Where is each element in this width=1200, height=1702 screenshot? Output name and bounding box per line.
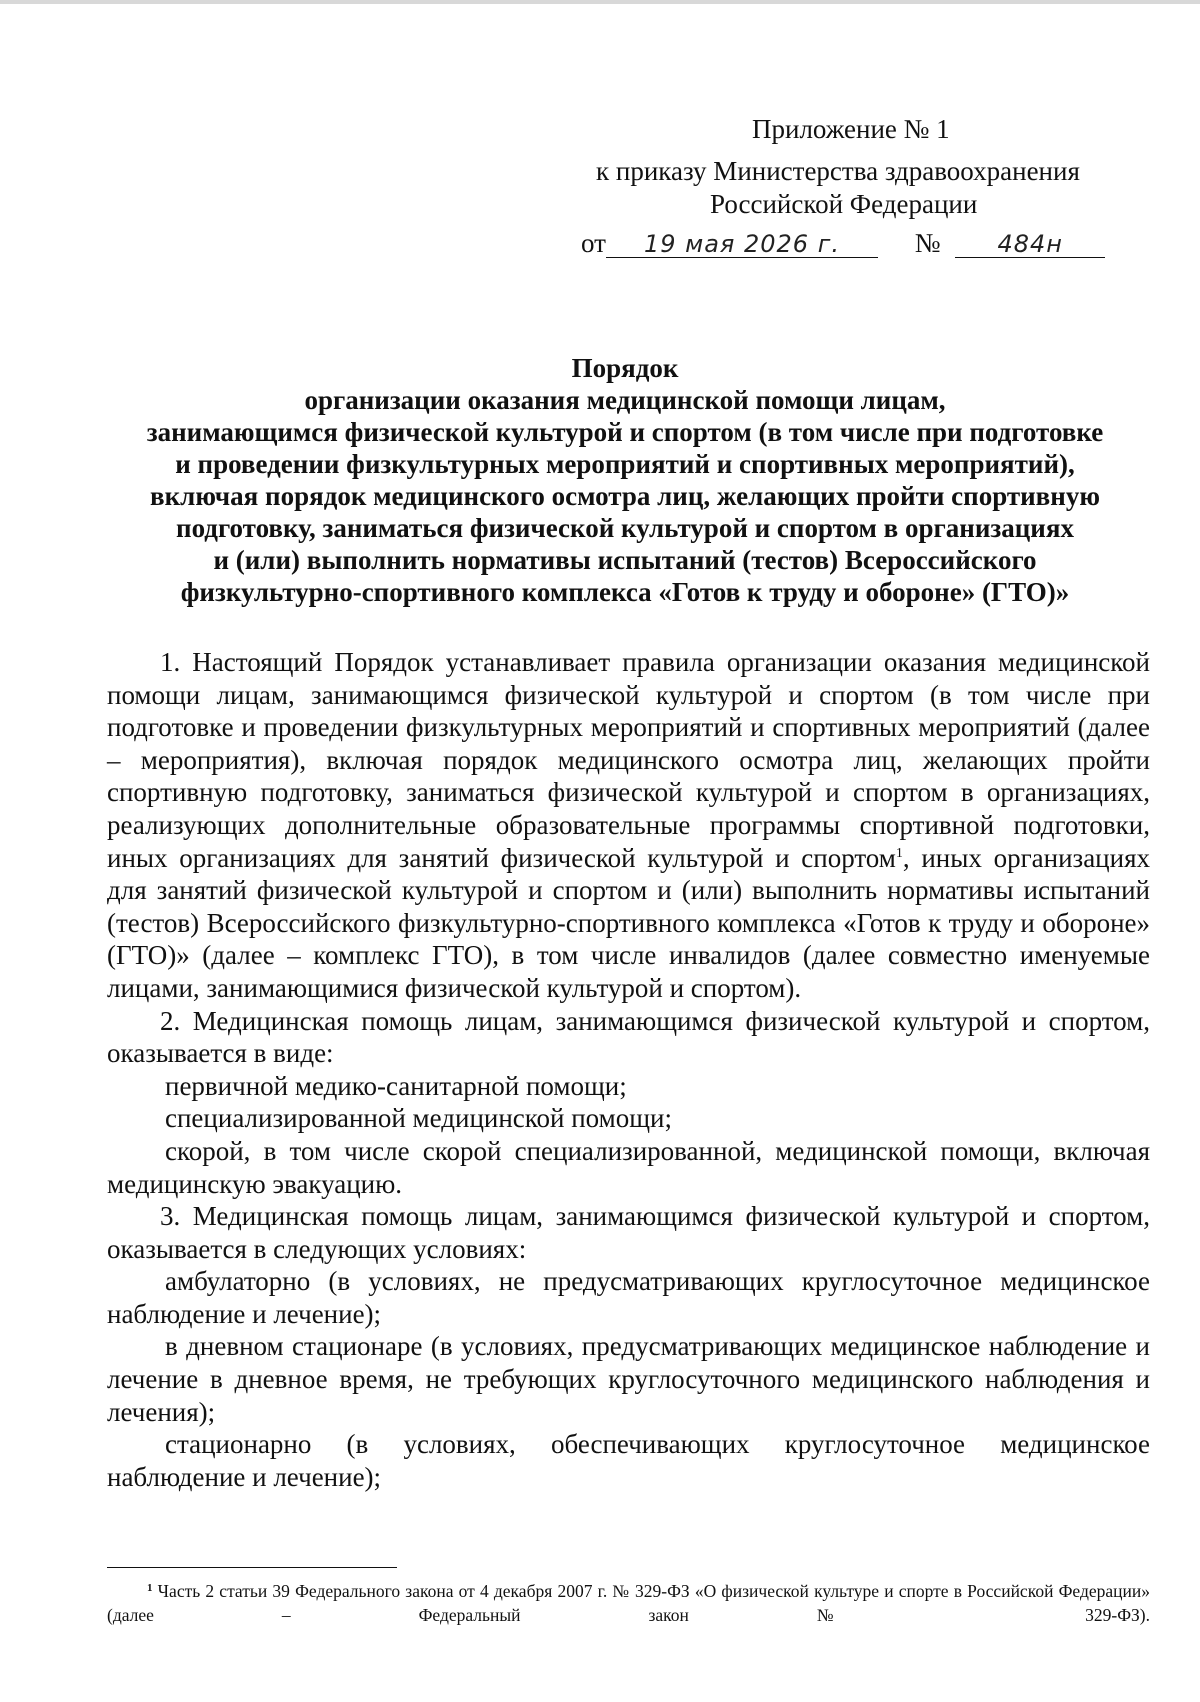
list-item: первичной медико-санитарной помощи; (165, 1070, 627, 1101)
title-line: подготовку, заниматься физической культурой и спортом в организациях (176, 513, 1074, 543)
document-title (90, 352, 1160, 608)
paragraph-1-text-cont: , иных организациях для занятий физической культурой и спортом и (или) выполнить нормативы испытаний (тестов) Всероссийского физкультурно-спортивного комплекса «Готов к труду и обороне» (ГТО)» (далее – комплекс ГТО), в том числе инвалидов (далее совместно именуемые лицами, занимающимися физической культурой и спортом). (107, 842, 1150, 1003)
paragraph-2: 2. Медицинская помощь лицам, занимающимся физической культурой и спортом, оказывается в виде: (107, 1005, 1150, 1069)
footnote-ref: 1 (895, 845, 903, 861)
number-label: № (914, 228, 941, 258)
appendix-date-row (581, 227, 1105, 259)
appendix-ministry: Российской Федерации (710, 189, 978, 219)
footnote-separator (107, 1567, 397, 1568)
list-item: стационарно (в условиях, обеспечивающих круглосуточное медицинское наблюдение и лечение); (107, 1429, 1150, 1492)
title-line: и (или) выполнить нормативы испытаний (тестов) Всероссийского (213, 545, 1037, 575)
number-field (955, 227, 1105, 258)
title-line: включая порядок медицинского осмотра лиц, желающих пройти спортивную (150, 481, 1100, 511)
title-heading: Порядок (571, 353, 679, 383)
appendix-number: Приложение № 1 (752, 114, 950, 144)
title-line: и проведении физкультурных мероприятий и спортивных мероприятий), (175, 449, 1075, 479)
list-item: специализированной медицинской помощи; (165, 1103, 672, 1134)
title-line: организации оказания медицинской помощи лицам, (304, 385, 946, 415)
list-item: скорой, в том числе скорой специализированной, медицинской помощи, включая медицинскую эвакуацию. (107, 1135, 1150, 1199)
footnote-text (107, 1579, 1150, 1627)
paragraph-3: 3. Медицинская помощь лицам, занимающимся физической культурой и спортом, оказывается в следующих условиях: (107, 1201, 1150, 1264)
date-field (606, 227, 878, 258)
appendix-order-ref: к приказу Министерства здравоохранения (596, 156, 1080, 186)
footnote-body: Часть 2 статьи 39 Федерального закона от 4 декабря 2007 г. № 329-ФЗ «О физической культуре и спорте в Российской Федерации» (далее – Федеральный закон № 329-ФЗ). (107, 1581, 1150, 1625)
footnote-marker: 1 (147, 1582, 153, 1594)
footnote (107, 1579, 1150, 1627)
list-item: в дневном стационаре (в условиях, предусматривающих медицинское наблюдение и лечение в дневное время, не требующих круглосуточного медицинского наблюдения и лечения); (107, 1331, 1150, 1427)
date-handwritten: 19 мая 2026 г. (643, 230, 840, 258)
list-item: амбулаторно (в условиях, не предусматривающих круглосуточное медицинское наблюдение и лечение); (107, 1266, 1150, 1329)
number-handwritten: 484н (997, 230, 1063, 258)
paragraph-1 (107, 646, 1150, 1005)
scan-top-edge (0, 0, 1200, 4)
document-body (107, 646, 1150, 1493)
title-line: занимающимся физической культурой и спортом (в том числе при подготовке (146, 417, 1104, 447)
title-line: физкультурно-спортивного комплекса «Готов к труду и обороне» (ГТО)» (180, 577, 1070, 607)
paragraph-1-text: 1. Настоящий Порядок устанавливает правила организации оказания медицинской помощи лицам, занимающимся физической культурой и спортом (в том числе при подготовке и проведении физкультурных мероприятий и спортивных мероприятий (далее – мероприятия), включая порядок медицинского осмотра лиц, желающих пройти спортивную подготовку, заниматься физической культурой и спортом в организациях, реализующих дополнительные образовательные программы спортивной подготовки, иных организациях для занятий физической культурой и спортом (107, 647, 1150, 873)
from-label: от (581, 228, 606, 258)
